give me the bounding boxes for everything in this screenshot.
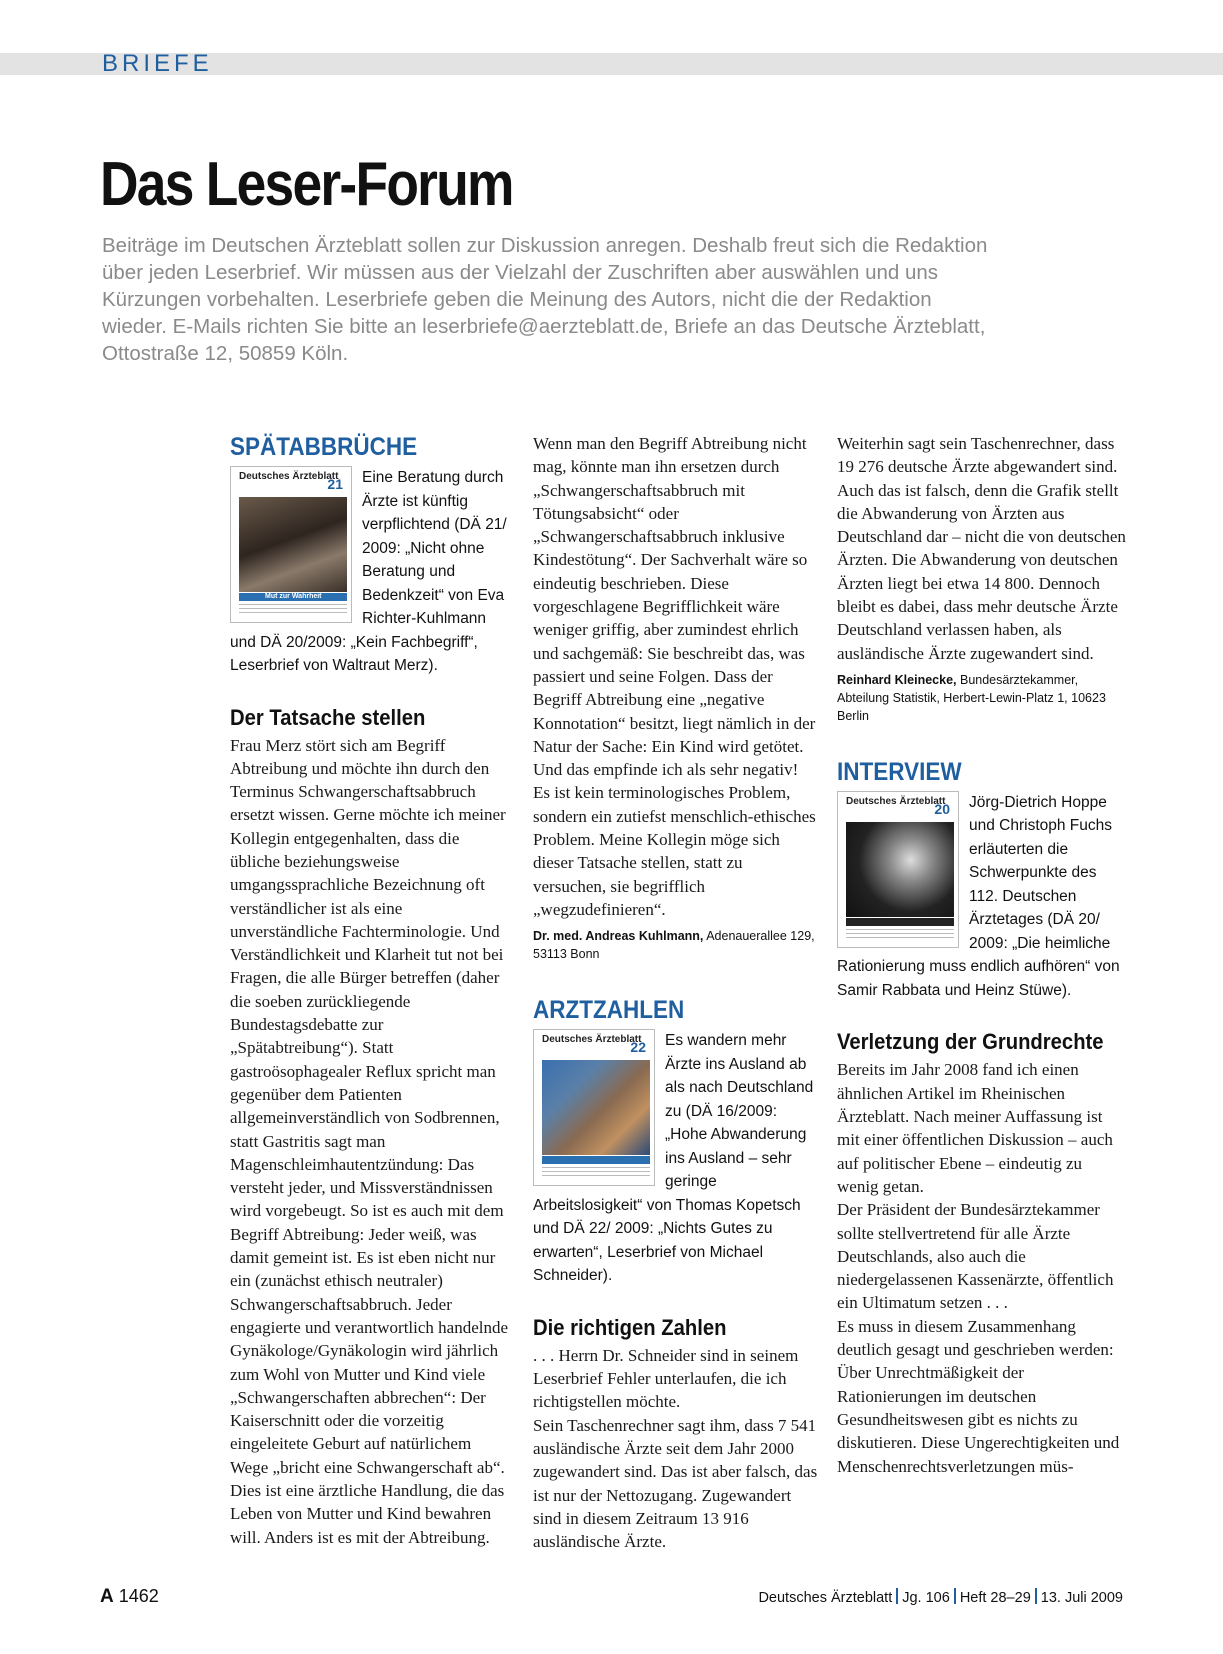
letter-title: Verletzung der Grundrechte [837,1029,1104,1055]
intro-text: Beiträge im Deutschen Ärzteblatt sollen zur Diskussion anregen. Deshalb freut sich die Redaktion über jeden Leserbrief. Wir müssen aus der Vielzahl der Zuschriften aber auswählen und uns Kürzungen vorbehalten. Leserbriefe geben die Meinung des Autors, nicht die der Redaktion wieder. E-Mails richten Sie bitte an leserbriefe@aerzteblatt.de, Briefe an das Deutsche Ärzteblatt, Ottostraße 12, 50859 Köln. [102,234,988,365]
page-prefix: A [100,1586,114,1607]
teaser-interview [837,791,1127,1003]
footer-divider [896,1588,898,1604]
cover-text-lines [239,604,347,616]
page-title: Das Leser-Forum [100,150,513,219]
cover-masthead: Deutsches Ärzteblatt [542,1034,642,1046]
teaser-text: Eine Beratung durch Ärzte ist künftig verpflichtend (DÄ 21/ 2009: „Nicht ohne Beratung und Bedenkzeit“ von Eva Richter-Kuhlmann und DÄ 20/2009: „Kein Fachbegriff“, Leserbrief von Waltraut Merz). [230,469,507,674]
cover-issue-number: 20 [934,800,950,817]
footer-divider [954,1588,956,1604]
cover-masthead: Deutsches Ärzteblatt [239,471,339,482]
footer-volume: Jg. 106 [902,1590,950,1606]
footer-date: 13. Juli 2009 [1040,1590,1123,1606]
cover-text-lines [542,1167,650,1179]
cover-text-lines [846,929,954,941]
magazine-cover-22 [533,1029,655,1186]
author-name: Dr. med. Andreas Kuhlmann, [533,929,704,944]
letter-body: Der Präsident der Bundesärztekammer sollte stellvertretend für alle Ärzte Deutschlands, also auch die niedergelassenen Kassenärzte, öffentlich ein Ultimatum setzen . . . [837,1200,1114,1313]
letter-body: Frau Merz stört sich am Begriff Abtreibung und möchte ihn durch den Terminus Schwangerschaftsabbruch ersetzt wissen. Gerne möchte ich meiner Kollegin entgegenhalten, dass die übliche beziehungsweise umgangssprachliche Bezeichnung oft verständlicher ist als eine unverständliche Fachterminologie. Und Verständlichkeit und Klarheit tut not bei Fragen, die alle Bürger betreffen (daher die soeben zurückliegende Bundestagsdebatte zur „Spätabtreibung“). Statt gastroösophagealer Reflux spricht man gegenüber dem Patienten allgemeinverständlich von Sodbrennen, statt Gastritis sagt man Magenschleimhautentzündung: Das versteht jeder, und Missverständnissen wird vorgebeugt. So ist es auch mit dem Begriff Abtreibung: Jeder weiß, was damit gemeint ist. Es ist eben nicht nur ein (zunächst ethisch neutraler) Schwangerschaftsabbruch. Jeder engagierte und verantwortlich handelnde Gynäkologe/Gynäkologin wird jährlich zum Wohl von Mutter und Kind viele „Schwangerschaften abbrechen“: Der Kaiserschnitt oder die vorzeitig eingeleitete Geburt auf natürlichem Wege „bricht eine Schwangerschaft ab“. Dies ist eine ärztliche Handlung, die das Leben von Mutter und Kind bewahren will. Anders ist es mit der Abtreibung. [230,735,509,1547]
column-2 [533,432,818,1553]
letter-body-continued: Wenn man den Begriff Abtreibung nicht mag, könnte man ihn ersetzen durch „Schwangerschaftsabbruch mit Tötungsabsicht“ oder „Schwangerschaftsabbruch inklusive Kindestötung“. Der Sachverhalt wäre so eindeutig beschrieben. Diese vorgeschlagene Begrifflichkeit wäre weniger griffig, aber zumindest ehrlich und sachgemäß: Sie beschreibt das, was passiert und seine Folgen. Dass der Begriff Abtreibung eine „negative Konnotation“ besitzt, liegt nämlich in der Natur der Sache: Ein Kind wird getötet. Und das empfinde ich als sehr negativ! Es ist kein terminologisches Problem, sondern ein zutiefst menschlich-ethisches Problem. Meine Kollegin möge sich dieser Tatsache stellen, statt zu versuchen, sie begrifflich „wegzudefinieren“. [533,434,816,919]
column-1 [230,432,512,1549]
letter-body: . . . Herrn Dr. Schneider sind in seinem Leserbrief Fehler unterlaufen, die ich richtigstellen möchte. [533,1345,799,1412]
author-name: Reinhard Kleinecke, [837,672,957,687]
author-address: Bundesärztekammer, Abteilung Statistik, Herbert-Lewin-Platz 1, 10623 Berlin [837,672,1106,723]
letter-body: Bereits im Jahr 2008 fand ich einen ähnlichen Artikel im Rheinischen Ärzteblatt. Nach meiner Auffassung ist mit einer öffentlichen Diskussion – auch auf politischer Ebene – eindeutig zu wenig getan. [837,1060,1113,1196]
cover-headline-strip: Mut zur Wahrheit [239,593,347,601]
cover-issue-number: 22 [630,1039,646,1056]
cover-photo [846,822,954,917]
column-3 [837,432,1127,1478]
letter-title: Der Tatsache stellen [230,704,426,730]
footer-issue: Heft 28–29 [959,1590,1031,1606]
page-number [100,1586,159,1608]
section-label: BRIEFE [102,50,213,77]
footer-divider [1035,1588,1037,1604]
author-address: Adenauerallee 129, 53113 Bonn [533,929,815,962]
teaser-text: Jörg-Dietrich Hoppe und Christoph Fuchs erläuterten die Schwerpunkte des 112. Deutschen Ärztetages (DÄ 20/ 2009: „Die heimliche Rationierung muss endlich aufhören“ von Samir Rabbata und Heinz Stüwe). [837,793,1120,999]
cover-issue-number: 21 [327,476,343,492]
footer-citation [758,1588,1123,1606]
letter-signature [533,927,818,963]
footer-journal: Deutsches Ärzteblatt [758,1590,893,1606]
letter-body: Sein Taschenrechner sagt ihm, dass 7 541 ausländische Ärzte seit dem Jahr 2000 zugewandert sind. Das ist aber falsch, das ist nur der Nettozugang. Zugewandert sind in diesem Zeitraum 13 916 ausländische Ärzte. [533,1415,818,1552]
cover-headline-strip [846,918,954,926]
cover-masthead: Deutsches Ärzteblatt [846,795,946,807]
magazine-cover-20 [837,791,959,948]
page-number-value: 1462 [118,1586,159,1606]
letter-signature [837,671,1127,725]
cover-photo [239,497,347,592]
teaser-spaetabbrueche [230,466,512,678]
teaser-text: Es wandern mehr Ärzte ins Ausland ab als nach Deutschland zu (DÄ 16/2009: „Hohe Abwanderung ins Ausland – sehr geringe Arbeitslosigkeit“ von Thomas Kopetsch und DÄ 22/ 2009: „Nichts Gutes zu erwarten“, Leserbrief von Michael Schneider). [533,1032,814,1285]
teaser-arztzahlen [533,1029,818,1288]
letter-body-continued: Weiterhin sagt sein Taschenrechner, dass 19 276 deutsche Ärzte abgewandert sind. Auch das ist falsch, denn die Grafik stellt die Abwanderung von Ärzten aus Deutschland dar – nicht die von deutschen Ärzten. Die Abwanderung von deutschen Ärzten liegt bei etwa 14 800. Dennoch bleibt es dabei, dass mehr deutsche Ärzte Deutschland verlassen haben, als ausländische Ärzte zugewandert sind. [837,434,1126,663]
cover-headline-strip [542,1156,650,1164]
section-title-spaetabbrueche: SPÄTABBRÜCHE [230,433,418,461]
section-title-interview: INTERVIEW [837,757,962,786]
cover-photo [542,1060,650,1155]
magazine-cover-21 [230,466,352,623]
letter-title: Die richtigen Zahlen [533,1314,727,1340]
letter-body: Es muss in diesem Zusammenhang deutlich gesagt und geschrieben werden: Über Unrechtmäßigkeit der Rationierungen im deutschen Gesundheitswesen gibt es nichts zu diskutieren. Diese Ungerechtigkeiten und Menschenrechtsverletzungen müs- [837,1316,1120,1476]
section-title-arztzahlen: ARZTZAHLEN [533,996,685,1025]
